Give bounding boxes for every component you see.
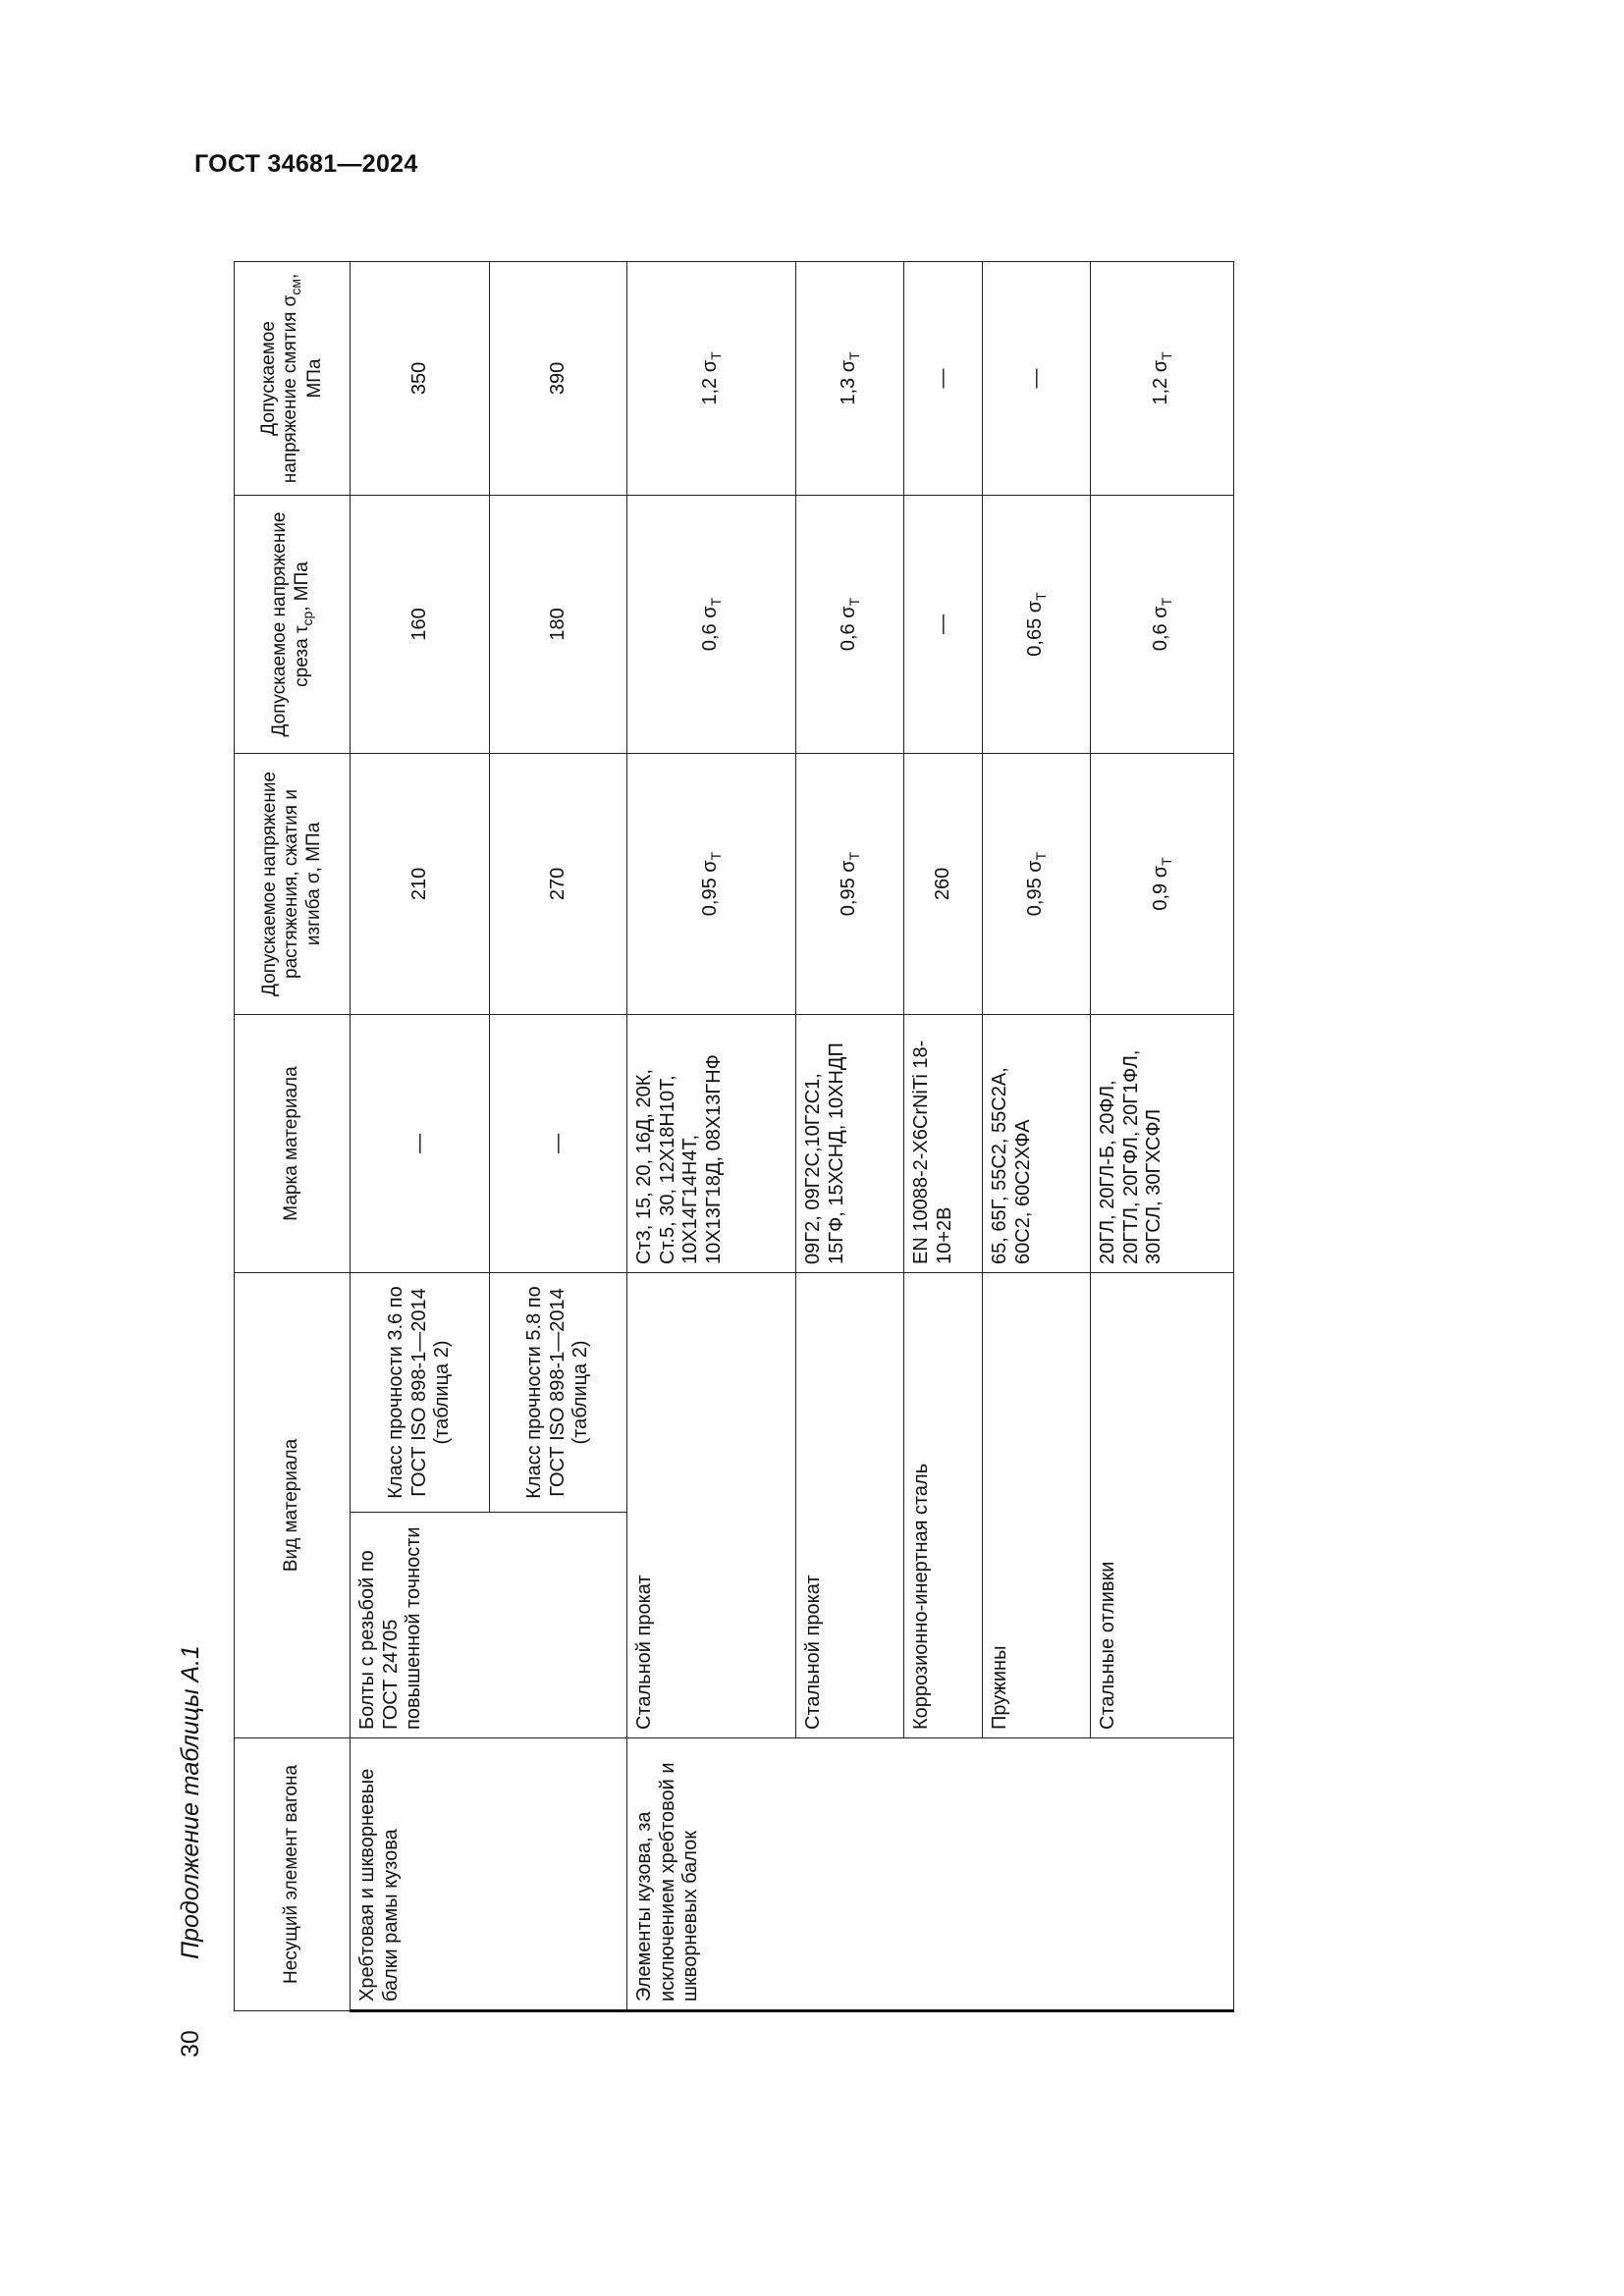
cell-bearing: —: [904, 261, 983, 495]
cell-material-type: Коррозионно-инертная сталь: [904, 1272, 983, 1737]
cell-tau: 160: [351, 495, 490, 753]
bearing-value: 1,2 σ: [698, 359, 721, 405]
sigma-sub: Т: [707, 851, 724, 861]
cell-tau: [983, 495, 1091, 753]
cell-grade: —: [490, 1014, 627, 1272]
page-number: 30: [177, 2030, 204, 2057]
tau-sub: Т: [707, 597, 724, 607]
col-header-tau-text: Допускаемое напряжение среза τ: [269, 511, 312, 737]
document-title: ГОСТ 34681—2024: [194, 150, 418, 178]
cell-grade: 65, 65Г, 55С2, 55С2А, 60С2, 60С2ХФА: [983, 1014, 1091, 1272]
cell-sigma: [627, 753, 796, 1014]
table-caption: Продолжение таблицы А.1: [177, 1645, 204, 1959]
col-header-tau: [235, 495, 351, 753]
cell-bearing: 390: [490, 261, 627, 495]
sigma-value: 0,95 σ: [698, 860, 721, 917]
tau-sub: Т: [845, 597, 862, 607]
rotated-page-content: [177, 222, 1237, 2057]
cell-sigma: 260: [904, 753, 983, 1014]
tau-value: 0,6 σ: [837, 606, 859, 652]
tau-sub: Т: [1032, 592, 1049, 601]
cell-tau: —: [904, 495, 983, 753]
sigma-sub: Т: [1158, 857, 1174, 866]
cell-element: Элементы кузова, за исключением хребтовой и шкворневых балок: [627, 1738, 1234, 2011]
col-header-bearing-sub: см: [288, 278, 304, 295]
cell-tau: [1091, 495, 1234, 753]
tau-value: 0,6 σ: [698, 606, 721, 652]
col-header-element: Несущий элемент вагона: [235, 1738, 351, 2011]
cell-bearing: 350: [351, 261, 490, 495]
cell-sigma: [983, 753, 1091, 1014]
tau-sub: Т: [1158, 597, 1174, 607]
cell-material-type: Пружины: [983, 1272, 1091, 1737]
cell-grade: Ст3, 15, 20, 16Д, 20К, Ст.5, 30, 12Х18Н10Т, 10Х14Г14Н4Т, 10Х13Г18Д, 08Х13ГНФ: [627, 1014, 796, 1272]
sigma-value: 0,95 σ: [1023, 860, 1046, 917]
cell-material-type: Стальные отливки: [1091, 1272, 1234, 1737]
sigma-sub: Т: [845, 851, 862, 861]
cell-bearing: —: [983, 261, 1091, 495]
sigma-sub: Т: [1032, 851, 1049, 861]
cell-tau: [796, 495, 904, 753]
col-header-tau-sub: ср: [298, 611, 315, 626]
col-header-bearing: [235, 261, 351, 495]
cell-material-subtype: Класс прочности 3.6 по ГОСТ ISO 898-1—2014 (таблица 2): [351, 1272, 490, 1512]
bearing-sub: Т: [1158, 351, 1174, 360]
cell-grade: EN 10088-2-X6CrNiTi 18-10+2B: [904, 1014, 983, 1272]
table-row: [627, 261, 796, 2010]
cell-bearing: [627, 261, 796, 495]
bearing-sub: Т: [845, 351, 862, 360]
sigma-value: 0,9 σ: [1149, 865, 1171, 911]
col-header-tau-tail: , МПа: [291, 561, 312, 612]
cell-grade: —: [351, 1014, 490, 1272]
bearing-sub: Т: [707, 351, 724, 360]
cell-tau: [627, 495, 796, 753]
stress-table: [234, 261, 1234, 2012]
cell-grade: 20ГЛ, 20ГЛ-Б, 20ФЛ, 20ГТЛ, 20ГФЛ, 20Г1ФЛ, 30ГСЛ, 30ГХСФЛ: [1091, 1014, 1234, 1272]
cell-bearing: [796, 261, 904, 495]
cell-bearing: [1091, 261, 1234, 495]
bearing-value: 1,2 σ: [1149, 359, 1171, 405]
cell-sigma: 270: [490, 753, 627, 1014]
table-header-row: [235, 261, 351, 2010]
cell-grade: 09Г2, 09Г2С,10Г2С1, 15ГФ, 15ХСНД, 10ХНДП: [796, 1014, 904, 1272]
sigma-value: 0,95 σ: [837, 860, 859, 917]
tau-value: 0,65 σ: [1023, 600, 1046, 657]
col-header-bearing-tail: , МПа: [280, 273, 325, 399]
col-header-sigma: Допускаемое напряжение растяжения, сжатия и изгиба σ, МПа: [235, 753, 351, 1014]
tau-value: 0,6 σ: [1149, 606, 1171, 652]
cell-material-subtype: Класс прочности 5.8 по ГОСТ ISO 898-1—2014 (таблица 2): [490, 1272, 627, 1512]
cell-sigma: [796, 753, 904, 1014]
col-header-bearing-text: Допускаемое напряжение смятия σ: [257, 294, 301, 484]
bearing-value: 1,3 σ: [837, 359, 859, 405]
cell-sigma: [1091, 753, 1234, 1014]
cell-material-type: Стальной прокат: [627, 1272, 796, 1737]
cell-sigma: 210: [351, 753, 490, 1014]
col-header-grade: Марка материала: [235, 1014, 351, 1272]
table-row: [351, 261, 490, 2010]
col-header-material-type: Вид материала: [235, 1272, 351, 1737]
cell-element: Хребтовая и шкворневые балки рамы кузова: [351, 1738, 627, 2011]
cell-material-type: Стальной прокат: [796, 1272, 904, 1737]
cell-material-type: Болты с резьбой по ГОСТ 24705 повышенной точности: [351, 1513, 627, 1738]
cell-tau: 180: [490, 495, 627, 753]
